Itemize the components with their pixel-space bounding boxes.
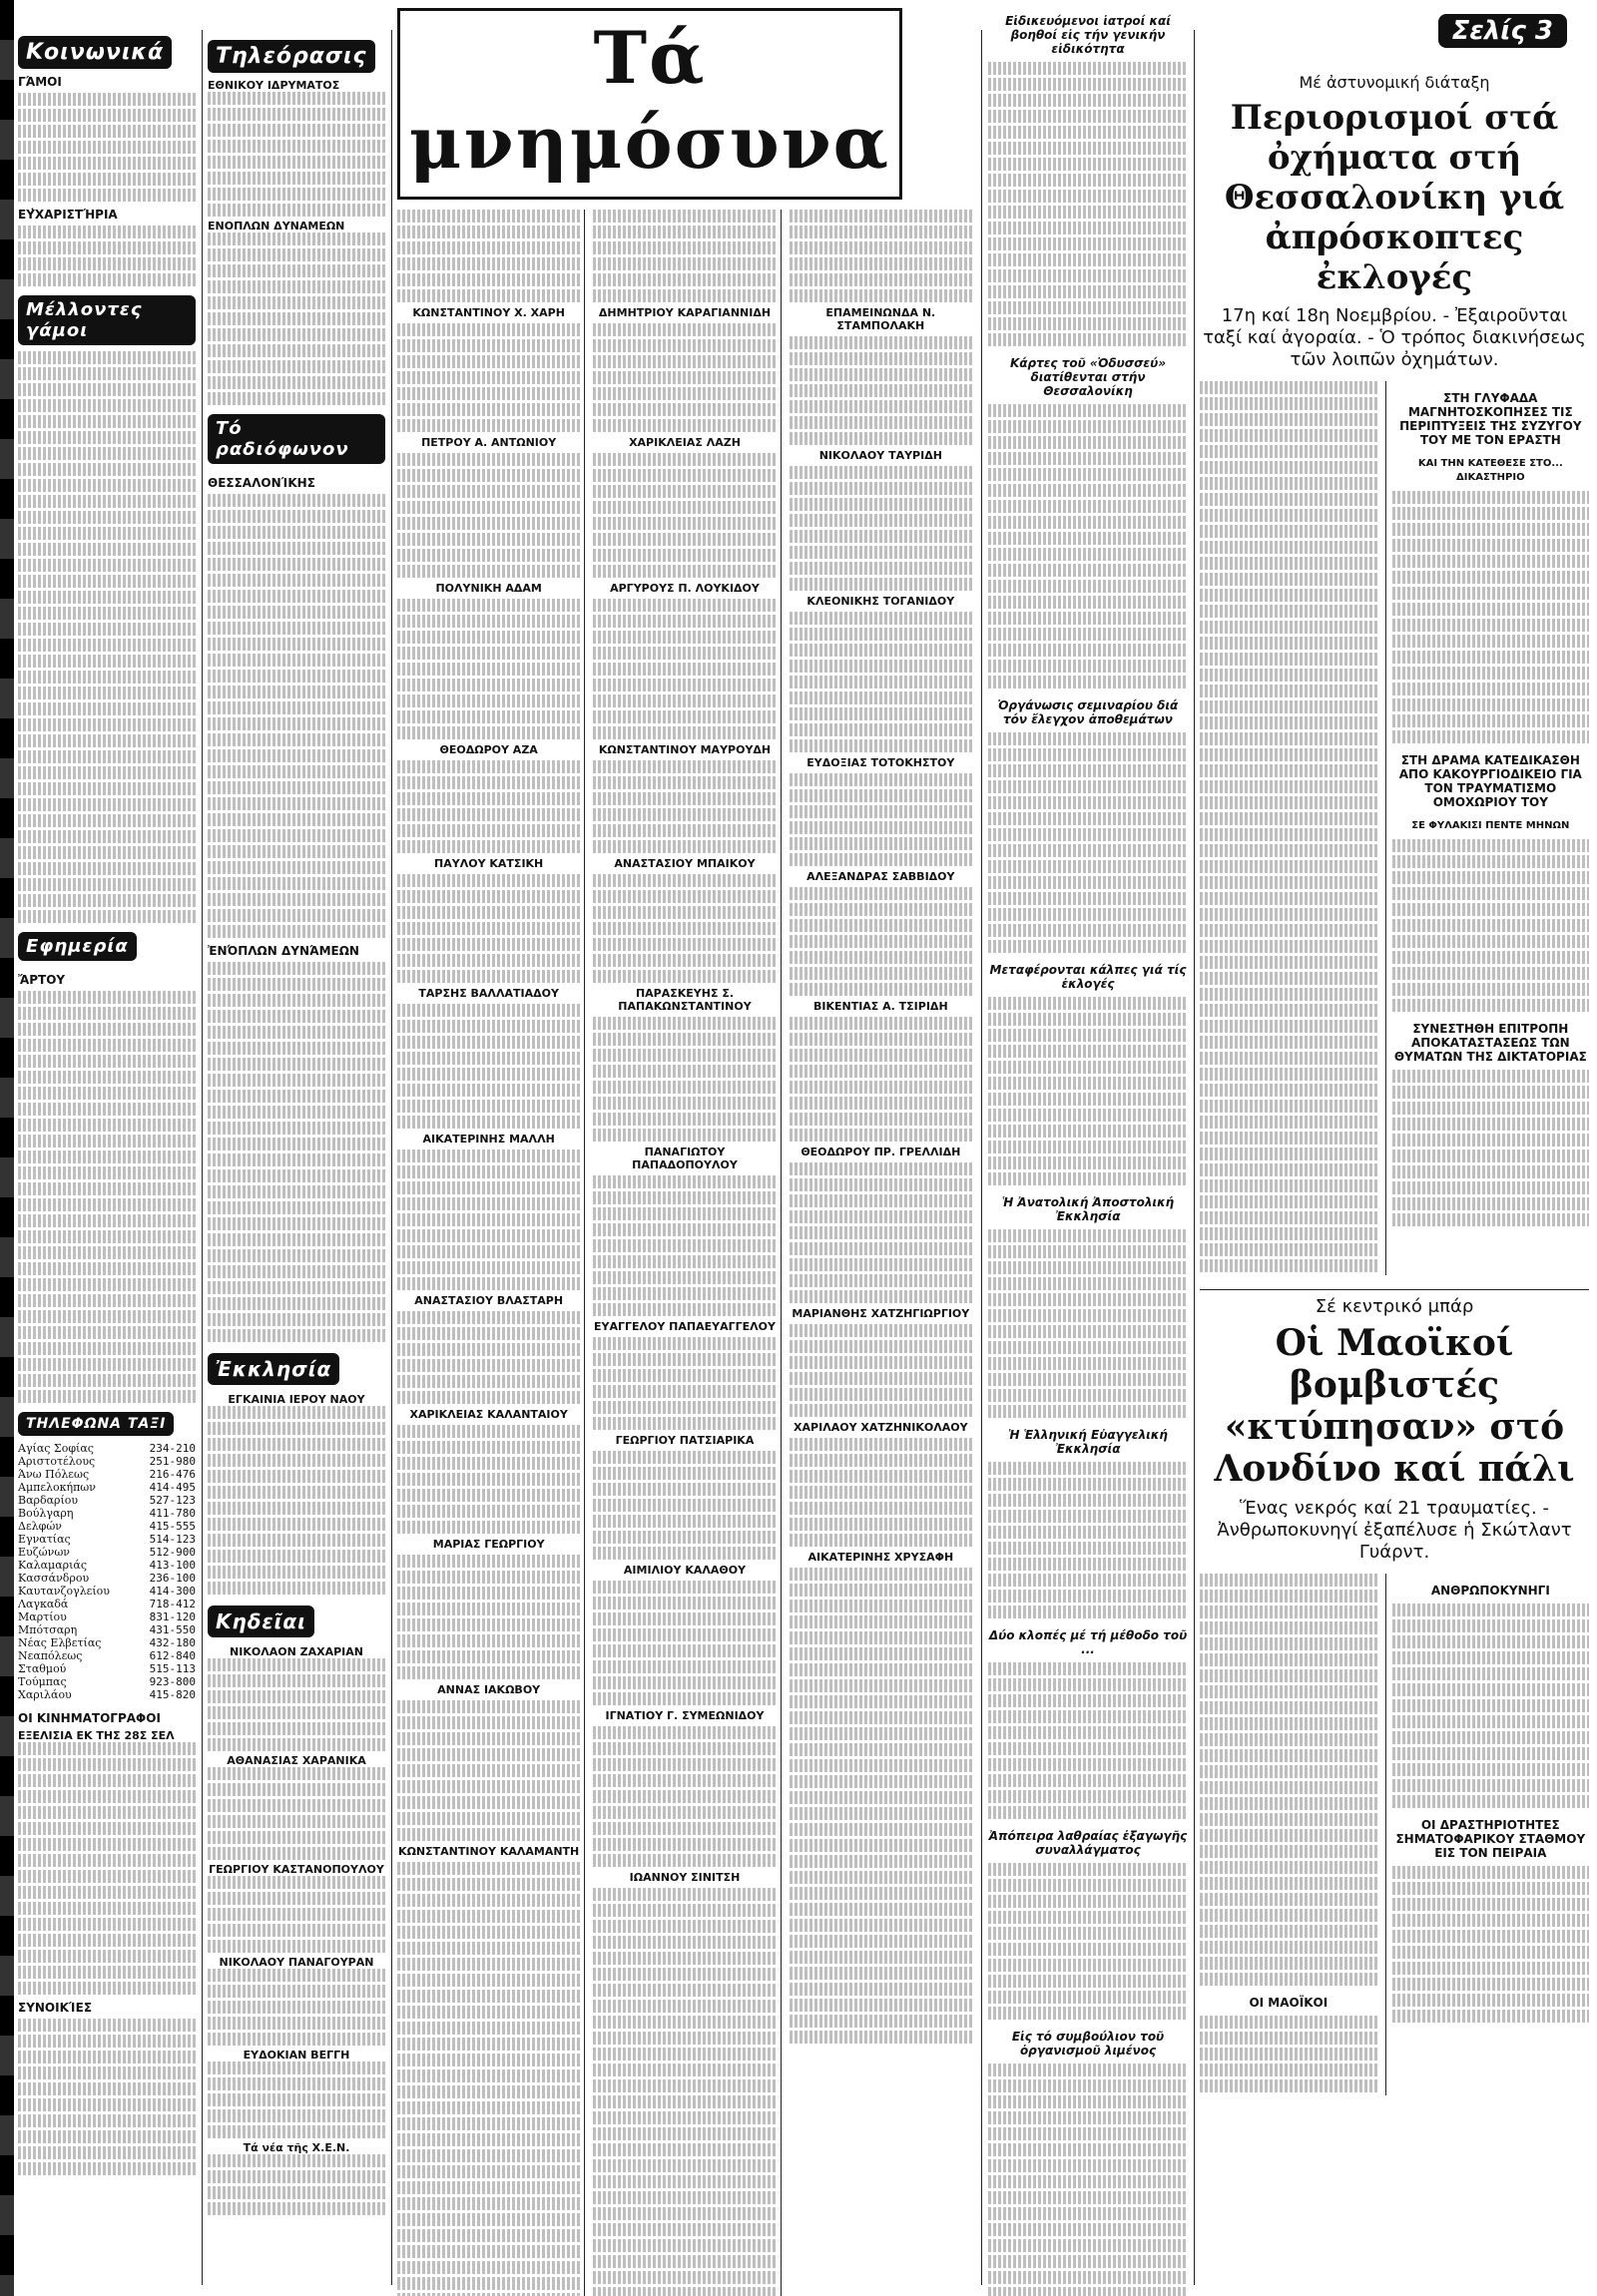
taxi-row	[18, 1507, 196, 1520]
taxi-area: Σταθμού	[18, 1662, 67, 1675]
brief-heading-1: Εἰδικευόμενοι ἰατροί καί βοηθοί εἰς τήν γενικήν εἰδικότητα	[1005, 14, 1171, 56]
brief-heading-6: Ἡ Ἑλληνική Εὐαγγελική Ἐκκλησία	[1008, 1428, 1168, 1456]
memorial-name: ΕΥΔΟΞΙΑΣ ΤΟΤΟΚΗΣΤΟΥ	[806, 756, 955, 769]
taxi-area: Νεαπόλεως	[18, 1649, 83, 1662]
taxi-row	[18, 1662, 196, 1675]
memorial-name: ΑΛΕΞΑΝΔΡΑΣ ΣΑΒΒΙΔΟΥ	[806, 870, 955, 883]
radiofono-banner: Τό ραδιόφωνον	[208, 414, 385, 464]
taxi-area: Μαρτίου	[18, 1610, 67, 1623]
ekklisia-banner: Ἐκκλησία	[208, 1353, 339, 1385]
memorial-name: ΠΕΤΡΟΥ Α. ΑΝΤΩΝΙΟΥ	[421, 436, 557, 449]
funeral-name-5: ΕΥΔΟΚΙΑΝ ΒΕΓΓΗ	[243, 2049, 350, 2062]
eyxaristiria-heading: ΕΥ̓ΧΑΡΙΣΤΉΡΙΑ	[18, 208, 118, 222]
london-subhead: Ἕνας νεκρός καί 21 τραυματίες. - Ἀνθρωποκυνηγί ἐξαπέλυσε ἡ Σκώτλαντ Γυάρντ.	[1217, 1498, 1572, 1563]
taxi-row	[18, 1636, 196, 1649]
taxi-area: Νέας Ελβετίας	[18, 1636, 102, 1649]
taxi-phones-banner: ΤΗΛΕΦΩΝΑ ΤΑΞΙ	[18, 1412, 174, 1436]
funeral-name-4: ΝΙΚΟΛΑΟΥ ΠΑΝΑΓΟΥΡΑΝ	[219, 1956, 374, 1969]
taxi-area: Άνω Πόλεως	[18, 1468, 90, 1481]
brief-heading-4: Μεταφέρονται κάλπες γιά τίς ἐκλογές	[989, 963, 1187, 991]
enoplon-dynameon: ΕΝΟΠΛΩΝ ΔΥΝΑΜΕΩΝ	[208, 220, 345, 232]
taxi-area: Καυτανζογλείου	[18, 1585, 110, 1598]
tileorasis-banner: Τηλεόρασις	[208, 40, 375, 73]
memorial-name: ΑΙΜΙΛΙΟΥ ΚΑΛΑΘΟΥ	[623, 1564, 747, 1577]
taxi-phone: 515-113	[149, 1662, 196, 1675]
taxi-row	[18, 1468, 196, 1481]
committee-heading: ΣΥΝΕΣΤΗΘΗ ΕΠΙΤΡΟΠΗ ΑΠΟΚΑΤΑΣΤΑΣΕΩΣ ΤΩΝ ΘΥΜΑΤΩΝ ΤΗΣ ΔΙΚΤΑΤΟΡΙΑΣ	[1393, 1022, 1587, 1064]
column-news-briefs	[988, 0, 1188, 2296]
london-kicker: Σέ κεντρικό μπάρ	[1200, 1289, 1589, 1318]
memorial-name: ΚΩΝΣΤΑΝΤΙΝΟΥ ΚΑΛΑΜΑΝΤΗ	[398, 1845, 580, 1858]
memorial-name: ΙΩΑΝΝΟΥ ΣΙΝΙΤΣΗ	[629, 1871, 741, 1884]
memorial-name: ΑΡΓΥΡΟΥΣ Π. ΛΟΥΚΙΔΟΥ	[610, 582, 760, 595]
memorial-name: ΑΙΚΑΤΕΡΙΝΗΣ ΧΡΥΣΑΦΗ	[807, 1551, 954, 1564]
taxi-area: Αμπελοκήπων	[18, 1481, 96, 1494]
memorial-name: ΜΑΡΙΑΝΘΗΣ ΧΑΤΖΗΓΙΩΡΓΙΟΥ	[792, 1307, 970, 1320]
funeral-name-2: ΑΘΑΝΑΣΙΑΣ ΧΑΡΑΝΙΚΑ	[227, 1754, 366, 1767]
taxi-phone: 415-820	[149, 1688, 196, 1701]
memorial-name: ΜΑΡΙΑΣ ΓΕΩΡΓΙΟΥ	[432, 1538, 545, 1551]
taxi-phone: 414-495	[149, 1481, 196, 1494]
glyfada-heading: ΣΤΗ ΓΛΥΦΑΔΑ ΜΑΓΝΗΤΟΣΚΟΠΗΣΕΣ ΤΙΣ ΠΕΡΙΠΤΥΞΕΙΣ ΤΗΣ ΣΥΖΥΓΟΥ ΤΟΥ ΜΕ ΤΟΝ ΕΡΑΣΤΗ	[1399, 391, 1582, 447]
taxi-area: Δελφών	[18, 1520, 62, 1533]
taxi-phone: 236-100	[149, 1572, 196, 1585]
brief-heading-5: Ἡ Ἀνατολική Ἀποστολική Ἐκκλησία	[1001, 1195, 1175, 1223]
taxi-row	[18, 1455, 196, 1468]
taxi-area: Αριστοτέλους	[18, 1455, 96, 1468]
enkainia-heading: ΕΓΚΑΙΝΙΑ ΙΕΡΟΥ ΝΑΟΥ	[228, 1393, 365, 1406]
efimeria-banner: Εφημερία	[18, 932, 137, 961]
taxi-phone: 415-555	[149, 1520, 196, 1533]
brief-heading-9: Εἰς τό συμβούλιον τοῦ ὀργανισμοῦ λιμένος	[1011, 2030, 1165, 2058]
taxi-phone: 414-300	[149, 1585, 196, 1598]
memorial-column	[593, 210, 781, 2296]
memorial-name: ΠΑΡΑΣΚΕΥΗΣ Σ. ΠΑΠΑΚΩΝΣΤΑΝΤΙΝΟΥ	[618, 987, 752, 1013]
memorials-title: Τά μνημόσυνα	[397, 8, 902, 200]
lead-headline: Περιορισμοί στά ὀχήματα στή Θεσσαλονίκη γιά ἀπρόσκοπτες ἐκλογές	[1224, 98, 1565, 297]
cinemas-heading: ΟΙ ΚΙΝΗΜΑΤΟΓΡΑΦΟΙ	[18, 1711, 161, 1725]
koinonika-banner: Κοινωνικά	[18, 36, 172, 69]
memorial-name: ΠΟΛΥΝΙΚΗ ΑΔΑΜ	[435, 582, 542, 595]
taxi-phone: 527-123	[149, 1494, 196, 1507]
taxi-row	[18, 1559, 196, 1572]
taxi-row	[18, 1610, 196, 1623]
scan-edge	[0, 0, 14, 2296]
synoikies-heading: ΣΥΝΟΙΚΊΕΣ	[18, 2001, 93, 2015]
taxi-area: Αγίας Σοφίας	[18, 1442, 94, 1455]
memorial-name: ΔΗΜΗΤΡΙΟΥ ΚΑΡΑΓΙΑΝΝΙΔΗ	[598, 306, 772, 319]
taxi-row	[18, 1533, 196, 1546]
taxi-row	[18, 1598, 196, 1610]
memorial-name: ΠΑΝΑΓΙΩΤΟΥ ΠΑΠΑΔΟΠΟΥΛΟΥ	[632, 1146, 738, 1171]
memorial-name: ΚΛΕΟΝΙΚΗΣ ΤΟΓΑΝΙΔΟΥ	[806, 595, 955, 608]
thessalonikis-heading: ΘΕΣΣΑΛΟΝΊΚΗΣ	[208, 476, 315, 490]
artou-heading: ἌΡΤΟΥ	[18, 973, 66, 987]
memorials-columns	[397, 210, 976, 2296]
taxi-phone: 831-120	[149, 1610, 196, 1623]
enoplon-heading: ἘΝΌΠΛΩΝ ΔΥΝΆΜΕΩΝ	[208, 944, 359, 958]
brief-heading-7: Δύο κλοπές μέ τή μέθοδο τοῦ ...	[988, 1628, 1188, 1656]
memorial-column	[397, 210, 585, 2296]
memorials-section	[397, 0, 976, 2296]
column-society	[18, 0, 196, 2296]
maoists-heading: ΟΙ ΜΑΟΪΚΟΙ	[1249, 1996, 1329, 2010]
mellontes-gamoi-banner: Μέλλοντες γάμοι	[18, 295, 196, 345]
taxi-row	[18, 1520, 196, 1533]
taxi-area: Ευζώνων	[18, 1546, 70, 1559]
taxi-list	[18, 1442, 196, 1701]
taxi-area: Εγνατίας	[18, 1533, 71, 1546]
taxi-phone: 612-840	[149, 1649, 196, 1662]
funeral-name-1: ΝΙΚΟΛΑΟΝ ΖΑΧΑΡΙΑΝ	[230, 1645, 363, 1658]
taxi-row	[18, 1494, 196, 1507]
taxi-phone: 234-210	[149, 1442, 196, 1455]
taxi-area: Καλαμαριάς	[18, 1559, 87, 1572]
brief-heading-8: Ἀπόπειρα λαθραίας ἐξαγωγῆς συναλλάγματος	[988, 1829, 1188, 1857]
memorial-name: ΑΝΝΑΣ ΙΑΚΩΒΟΥ	[437, 1683, 541, 1696]
memorial-name: ΘΕΟΔΩΡΟΥ ΠΡ. ΓΡΕΛΛΙΔΗ	[800, 1146, 961, 1158]
memorial-name: ΧΑΡΙΛΑΟΥ ΧΑΤΖΗΝΙΚΟΛΑΟΥ	[794, 1421, 968, 1434]
taxi-phone: 411-780	[149, 1507, 196, 1520]
memorial-name: ΧΑΡΙΚΛΕΙΑΣ ΚΑΛΑΝΤΑΙΟΥ	[409, 1408, 568, 1421]
taxi-phone: 216-476	[149, 1468, 196, 1481]
taxi-row	[18, 1481, 196, 1494]
taxi-area: Βούλγαρη	[18, 1507, 74, 1520]
memorial-column	[790, 210, 976, 2296]
taxi-row	[18, 1675, 196, 1688]
london-headline: Οἱ Μαοϊκοί βομβιστές «κτύπησαν» στό Λονδίνο καί πάλι	[1214, 1322, 1575, 1490]
taxi-phone: 251-980	[149, 1455, 196, 1468]
taxi-row	[18, 1572, 196, 1585]
taxi-area: Μπότσαρη	[18, 1623, 78, 1636]
memorial-name: ΤΑΡΣΗΣ ΒΑΛΛΑΤΙΑΔΟΥ	[418, 987, 559, 1000]
lead-subhead: 17η καί 18η Νοεμβρίου. - Ἐξαιροῦνται ταξί καί ἀγοραία. - Ὁ τρόπος διακινήσεως τῶν λοιπῶν ὀχημάτων.	[1203, 305, 1586, 370]
taxi-row	[18, 1623, 196, 1636]
memorial-name: ΓΕΩΡΓΙΟΥ ΠΑΤΣΙΑΡΙΚΑ	[615, 1434, 755, 1447]
taxi-phone: 512-900	[149, 1546, 196, 1559]
glyfada-subheading: ΚΑΙ ΤΗΝ ΚΑΤΕΘΕΣΕ ΣΤΟ... ΔΙΚΑΣΤΗΡΙΟ	[1417, 458, 1563, 483]
drama-subheading: ΣΕ ΦΥΛΑΚΙΣΙ ΠΕΝΤΕ ΜΗΝΩΝ	[1411, 820, 1570, 831]
taxi-phone: 718-412	[149, 1598, 196, 1610]
drama-heading: ΣΤΗ ΔΡΑΜΑ ΚΑΤΕΔΙΚΑΣΘΗ ΑΠΟ ΚΑΚΟΥΡΓΙΟΔΙΚΕΙΟ ΓΙΑ ΤΟΝ ΤΡΑΥΜΑΤΙΣΜΟ ΟΜΟΧΩΡΙΟΥ ΤΟΥ	[1398, 753, 1582, 809]
column-tv-radio	[208, 0, 385, 2296]
taxi-phone: 432-180	[149, 1636, 196, 1649]
taxi-row	[18, 1649, 196, 1662]
cinemas-subheading: ΕΞΕΛΙΣΙΑ ΕΚ ΤΗΣ 28Σ ΣΕΛ	[18, 1729, 175, 1742]
taxi-area: Βαρδαρίου	[18, 1494, 79, 1507]
memorial-name: ΑΝΑΣΤΑΣΙΟΥ ΒΛΑΣΤΑΡΗ	[414, 1294, 564, 1307]
brief-heading-2: Κάρτες τοῦ «Ὀδυσσεύ» διατίθενται στήν Θεσσαλονίκη	[1009, 356, 1167, 398]
memorial-name: ΙΓΝΑΤΙΟΥ Γ. ΣΥΜΕΩΝΙΔΟΥ	[605, 1709, 765, 1722]
ethnikou-idrymatos: ΕΘΝΙΚΟΥ ΙΔΡΥΜΑΤΟΣ	[208, 79, 340, 92]
memorial-name: ΕΠΑΜΕΙΝΩΝΔΑ Ν. ΣΤΑΜΠΟΛΑΚΗ	[825, 306, 936, 332]
memorial-name: ΧΑΡΙΚΛΕΙΑΣ ΛΑΖΗ	[629, 436, 741, 449]
taxi-area: Τούμπας	[18, 1675, 67, 1688]
taxi-row	[18, 1585, 196, 1598]
taxi-row	[18, 1688, 196, 1701]
memorial-name: ΚΩΝΣΤΑΝΤΙΝΟΥ Χ. ΧΑΡΗ	[412, 306, 565, 319]
taxi-row	[18, 1546, 196, 1559]
taxi-phone: 431-550	[149, 1623, 196, 1636]
memorial-name: ΑΝΑΣΤΑΣΙΟΥ ΜΠΑΙΚΟΥ	[614, 857, 756, 870]
taxi-area: Χαριλάου	[18, 1688, 72, 1701]
taxi-row	[18, 1442, 196, 1455]
funeral-name-3: ΓΕΩΡΓΙΟΥ ΚΑΣΤΑΝΟΠΟΥΛΟΥ	[209, 1863, 384, 1876]
lead-kicker: Μέ ἀστυνομική διάταξη	[1299, 73, 1490, 92]
memorial-name: ΒΙΚΕΝΤΙΑΣ Α. ΤΣΙΡΙΔΗ	[812, 1000, 948, 1013]
manhunt-heading: ΑΝΘΡΩΠΟΚΥΝΗΓΙ	[1430, 1584, 1550, 1598]
memorial-name: ΕΥΑΓΓΕΛΟΥ ΠΑΠΑΕΥΑΓΓΕΛΟΥ	[594, 1320, 776, 1333]
column-main-news	[1200, 0, 1589, 2296]
gamoi-heading: ΓΆΜΟΙ	[18, 75, 62, 89]
memorial-name: ΝΙΚΟΛΑΟΥ ΤΑΥΡΙΔΗ	[818, 449, 942, 462]
taxi-area: Κασσάνδρου	[18, 1572, 90, 1585]
taxi-phone: 413-100	[149, 1559, 196, 1572]
taxi-phone: 514-123	[149, 1533, 196, 1546]
kideiai-banner: Κηδεῖαι	[208, 1606, 314, 1637]
piraeus-heading: ΟΙ ΔΡΑΣΤΗΡΙΟΤΗΤΕΣ ΣΗΜΑΤΟΦΑΡΙΚΟΥ ΣΤΑΘΜΟΥ ΕΙΣ ΤΟΝ ΠΕΙΡΑΙΑ	[1395, 1818, 1586, 1860]
chen-news-heading: Τά νέα τῆς Χ.Ε.Ν.	[243, 2141, 350, 2154]
brief-heading-3: Ὀργάνωσις σεμιναρίου διά τόν ἔλεγχον ἀποθεμάτων	[997, 698, 1179, 726]
page-number-badge: Σελίς 3	[1438, 14, 1567, 48]
memorial-name: ΚΩΝΣΤΑΝΤΙΝΟΥ ΜΑΥΡΟΥΔΗ	[598, 743, 772, 756]
memorial-name: ΑΙΚΑΤΕΡΙΝΗΣ ΜΑΛΛΗ	[422, 1133, 555, 1146]
memorial-name: ΘΕΟΔΩΡΟΥ ΑΖΑ	[439, 743, 538, 756]
taxi-phone: 923-800	[149, 1675, 196, 1688]
memorial-name: ΠΑΥΛΟΥ ΚΑΤΣΙΚΗ	[434, 857, 544, 870]
taxi-area: Λαγκαδά	[18, 1598, 69, 1610]
